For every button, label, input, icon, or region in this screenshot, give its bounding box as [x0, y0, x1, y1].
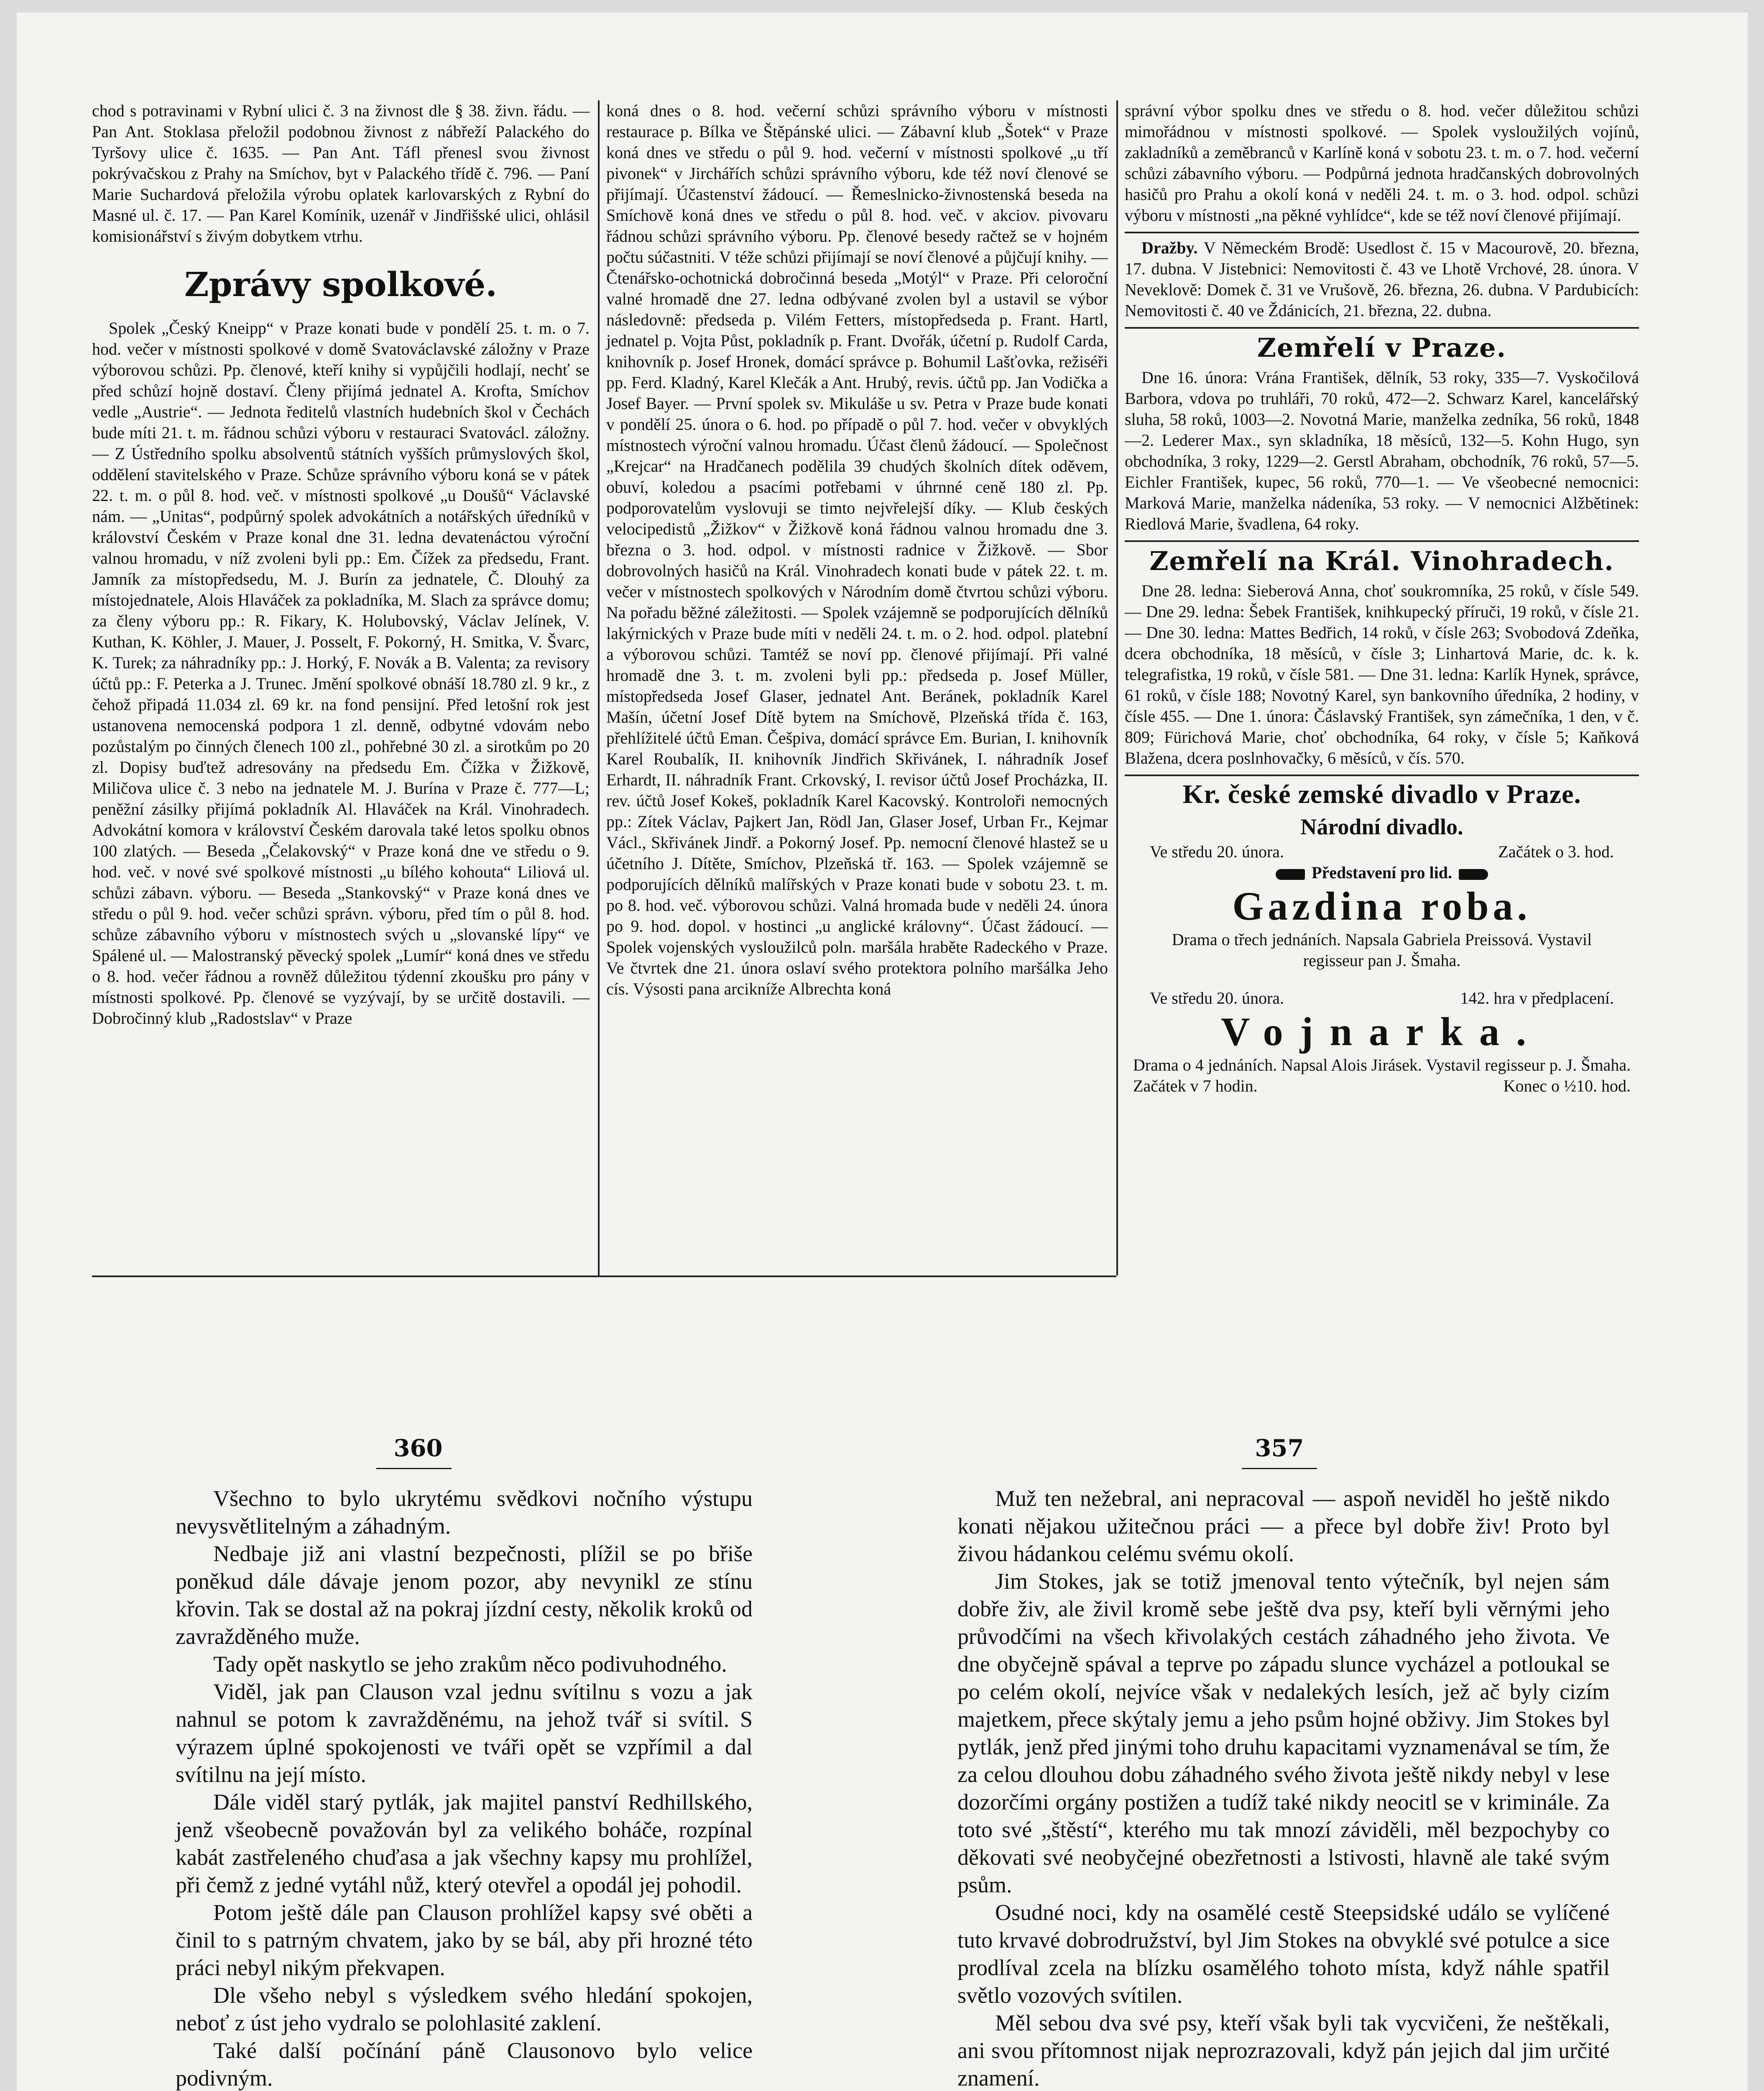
theatre-listing	[1125, 776, 1639, 1097]
deaths-vinohrady-heading: Zemřelí na Král. Vinohradech.	[1149, 546, 1614, 576]
right-paragraph: Muž ten nežebral, ani nepracoval — aspoň neviděl ho ještě nikdo konati nějakou užitečnou práci — a přece byl dobře živ! Proto byl živou hádankou celému svému okolí.	[957, 1486, 1610, 1566]
left-page-number: 360	[393, 1434, 443, 1462]
rule-zemreli-vino	[1125, 540, 1639, 542]
auctions-paragraph	[1125, 238, 1639, 321]
column-divider-2	[1116, 100, 1118, 1276]
left-page-number-rule	[376, 1468, 452, 1469]
left-paragraph: Dle všeho nebyl s výsledkem svého hledání spokojen, neboť z úst jeho vydralo se polohlasité zaklení.	[176, 1983, 753, 2035]
left-novel-page	[176, 1485, 753, 2091]
show2-start: Začátek v 7 hodin.	[1133, 1076, 1258, 1095]
club-news-2: koná dnes o 8. hod. večerní schůzi správního výboru v místnosti restaurace p. Bílka ve Štěpánské ulici. — Zábavní klub „Šotek“ v Praze koná dnes ve středu o půl 9. hod. večerní v místnosti spolkové „u tří pivonek“ v Jirchářích schůzi správního výboru, kde též noví členové se přijímají. Účastenství žádoucí. — Řemeslnicko-živnostenská beseda na Smíchově koná dnes ve středu o půl 8. hod. več. v akciov. pivovaru řádnou schůzi správního výboru. Pp. členové besedy račtež se v hojném počtu súčastniti. V téže schůzi přijímají se noví členové a půjčují knihy. — Čtenářsko-ochotnická dobročinná beseda „Motýl“ v Praze. Při celoroční valné hromadě dne 27. ledna odbývané zvolen byl a ustavil se výbor následovně: předseda p. Vilém Fetters, místopředseda p. Frant. Hartl, jednatel p. Vojta Půst, pokladník p. Frant. Dvořák, účetní p. Rudolf Carda, knihovník p. Josef Hronek, domácí správce p. Bohumil Lašťovka, režiséři pp. Ferd. Kladný, Karel Klečák a Ant. Hrubý, revis. účtů pp. Jan Vodička a Josef Bayer. — První spolek sv. Mikuláše u sv. Petra v Praze bude konati v pondělí 25. února o 6. hod. po případě o půl 7. hod. večer v obvyklých místnostech výroční valnou hromadu. Účast členů žádoucí. — Společnost „Krejcar“ na Hradčanech podělila 39 chudých školních dítek oděvem, obuví, koledou a psacími potřebami v úhrnné ceně 180 zl. Pp. podporovatelům vyslovuji se timto nejvřelejší díky. — Klub českých velocipedistů „Žižkov“ v Žižkově koná řádnou valnou hromadu dne 3. března o 3. hod. odpol. v místnosti radnice v Žižkově. — Sbor dobrovolných hasičů na Král. Vinohradech konati bude v pátek 22. t. m. večer v místnostech spolkových v Národním domě čtvrtou schůzi výboru. Na pořadu běžné záležitosti. — Spolek vzájemně se podporujících dělníků lakýrnických v Praze bude míti v neděli 24. t. m. o 2. hod. odpol. platební a výborovou schůzi. Tamtéž se noví pp. členové přijímají. Při valné hromadě dne 3. t. m. zvoleni byli pp.: předseda p. Josef Müller, místopředseda Josef Glaser, jednatel Ant. Beránek, pokladník Karel Mašín, účetní Josef Dítě bytem na Smíchově, Plzeňská třída č. 163, přehlížitelé účtů Eman. Češpiva, domácí správce Em. Burian, I. knihovník Karel Roubalík, II. knihovník Jindřich Skřivánek, I. náhradník Josef Erhardt, II. náhradník Frant. Crkovský, I. revisor účtů Josef Procházka, II. rev. účtů Josef Kokeš, pokladník Karel Kacovský. Kontroloři nemocných pp.: Zítek Václav, Pajkert Jan, Rödl Jan, Glaser Josef, Urban Fr., Kejmar Václ., Skřivánek Jindř. a Pokorný Josef. Pp. nemocní členové hlastež se u účetního J. Dítěte, Smíchov, Plzeňská tř. 163. — Spolek vzájemně se podporujících dělníků malířských v Praze konati bude v sobotu 23. t. m. po 8. hod. več. výborovou schůzi. Valná hromada bude v neděli 24. února po 9. hod. dopol. v hostinci „u anglické královny“. Účast žádoucí. — Spolek vojenských vysloužilců poln. maršála hraběte Radeckého v Praze. Ve čtvrtek dne 21. února oslaví svého protektora polního maršálka Jeho cís. Výsosti pana arcikníže Albrechta koná	[606, 101, 1108, 998]
show2-subscription: 142. hra v předplacení.	[1460, 989, 1614, 1007]
column-2	[606, 100, 1108, 999]
left-paragraph: Viděl, jak pan Clauson vzal jednu svítilnu s vozu a jak nahnul se potom k zavražděnému, na jehož tvář si svítil. S výrazem úplné spokojenosti ve tváři opět se vzpřímil a dal svítilnu na její místo.	[176, 1679, 753, 1787]
club-news-1: Spolek „Český Kneipp“ v Praze konati bude v pondělí 25. t. m. o 7. hod. večer v místnosti spolkové v domě Svatováclavské záložny v Praze výborovou schůzi. Pp. členové, kteří knihy si vypůjčili hodlají, nechť se před schůzí hojně dostaví. Členy přijímá jednatel A. Krofta, Smíchov vedle „Austrie“. — Jednota ředitelů vlastních hudebních škol v Čechách bude míti 21. t. m. řádnou schůzi výboru v restauraci Svatovácl. záložny. — Z Ústředního spolku absolventů státních vyšších průmyslových škol, oddělení stavitelského v Praze. Schůze správního výboru koná se v pátek 22. t. m. o půl 8. hod. več. v místnosti spolkové „u Doušů“ Václavské nám. — „Unitas“, podpůrný spolek advokátních a notářských úředníků v království Českém v Praze konal dne 31. ledna devatenáctou výroční valnou hromadu, v níž zvoleni byli pp.: Em. Čížek za předsedu, Frant. Jamník za místopředsedu, M. J. Burín za jednatele, Č. Dlouhý za místojednatele, Alois Hlaváček za pokladníka, M. Slach za správce domu; za členy výboru pp.: R. Fikary, K. Holubovský, Václav Jelínek, V. Kuthan, K. Köhler, J. Mauer, J. Posselt, F. Pokorný, H. Smitka, V. Švarc, K. Turek; za náhradníky pp.: J. Horký, F. Novák a B. Valenta; za revisory účtů pp.: F. Peterka a J. Trunec. Jmění spolkové obnáší 18.780 zl. 9 kr., z čehož připadá 11.034 zl. 69 kr. na fond pensijní. Před letošní rok jest ustanovena nemocenská podpora 1 zl. denně, odbytné vdovám nebo pozůstalým po činných členech 100 zl., pohřebné 30 zl. a sirotkům po 20 zl. Dopisy buďtež adresovány na předsedu Em. Čížka v Žižkově, Miličova ulice č. 3 nebo na jednatele M. J. Burína v Praze č. 777—L; peněžní zásilky přijímá pokladník Al. Hlaváček na Král. Vinohradech. Advokátní komora v království Českém darovala také letos spolku obnos 100 zlatých. — Beseda „Čelakovský“ v Praze koná dne ve středu o 9. hod. več. v nové své spolkové místnosti „u bílého kohouta“ Liliová ul. schůzi zábavn. výboru. — Beseda „Stankovský“ v Praze koná dnes ve středu o půl 9. hod. večer schůzi správn. výboru, před tím o půl 8. hod. schůze zábavního výboru v místnostech svých u „slovanské lípy“ ve Spálené ul. — Malostranský pěvecký spolek „Lumír“ koná dnes ve středu o 8. hod. večer řádnou a rovněž důležitou týdenní zkoušku pro pány v místnosti spolkové. Pp. členové se vyzývají, by se určitě dostavili. — Dobročinný klub „Radostslav“ v Praze	[92, 319, 590, 1028]
show1-note: Představení pro lid.	[1312, 863, 1452, 882]
column-3	[1125, 100, 1639, 1097]
show1-start: Začátek o 3. hod.	[1498, 842, 1614, 861]
left-paragraph: Také další počínání páně Clausonovo bylo velice podivným.	[176, 2038, 753, 2091]
rule-theatre	[1125, 775, 1639, 776]
auctions-title: Dražby.	[1141, 238, 1198, 257]
auctions-text: V Německém Brodě: Usedlost č. 15 v Macourově, 20. března, 17. dubna. V Jistebnici: Nemovitosti č. 43 ve Lhotě Vrchové, 28. února. V Neveklově: Domek č. 31 ve Vrušově, 26. března, 26. dubna. V Pardubicích: Nemovitosti č. 40 ve Ždánicích, 21. března, 22. dubna.	[1125, 238, 1639, 320]
show2-title: Vojnarka.	[1221, 1009, 1543, 1054]
left-paragraph: Tady opět naskytlo se jeho zrakům něco podivuhodného.	[213, 1651, 727, 1677]
show2-description: Drama o 4 jednáních. Napsal Alois Jirásek. Vystavil regisseur p. J. Šmaha.	[1133, 1056, 1631, 1074]
deaths-prague-heading: Zemřelí v Praze.	[1257, 332, 1507, 363]
show2-times	[1125, 1076, 1639, 1097]
column-divider-1	[598, 100, 600, 1276]
show2-end: Konec o ½10. hod.	[1503, 1076, 1631, 1095]
theatre-title: Kr. české zemské divadlo v Praze.	[1182, 779, 1581, 809]
top-section-bottom-rule	[92, 1276, 1116, 1277]
show2-timing	[1125, 988, 1639, 1009]
right-page-number: 357	[1255, 1434, 1304, 1462]
deaths-prague-text: Dne 16. února: Vrána František, dělník, 53 roky, 335—7. Vyskočilová Barbora, vdova po truhláři, 70 roků, 472—2. Schwarz Karel, kancelářský sluha, 58 roků, 1003—2. Novotná Marie, manželka zedníka, 56 roků, 1848—2. Lederer Max., syn skladníka, 18 měsíců, 132—5. Kohn Hugo, syn obchodníka, 3 roky, 1229—2. Gerstl Abraham, obchodník, 76 roků, 57—5. Eichler František, kupec, 56 roků, 770—1. — Ve všeobecné nemocnici: Marková Marie, manželka nádeníka, 53 roky. — V nemocnici Alžbětinek: Riedlová Marie, švadlena, 64 roky.	[1125, 368, 1639, 533]
newspaper-page	[17, 13, 1748, 2091]
theatre-subtitle: Národní divadlo.	[1300, 814, 1463, 839]
right-paragraph: Jim Stokes, jak se totiž jmenoval tento výtečník, byl nejen sám dobře živ, ale živil kromě sebe ještě dva psy, kteří byli věrnými jeho průvodčími na všech křivolakých cestách záhadného jeho života. Ve dne obyčejně spával a teprve po západu slunce vycházel a potloukal se po celém okolí, nejvíce však v nedalekých lesích, jež ač byly cizím majetkem, přece skýtaly jemu a jeho psům hojné obživy. Jim Stokes byl pytlák, jenž před jinými toho druhu kapacitami vyznamenával se tím, že za celou dlouhou dobu záhadného svého života ještě nikdy nebyl v lese dozorčími orgány postižen a tudíž také nikdy neocitl se v kriminále. Za toto své „štěstí“, kterého mu tak mnozí záviděli, měl bezpochyby co děkovati své neobyčejné obezřetnosti a lstivosti, hlavně ale také svým psům.	[957, 1569, 1610, 1897]
column-1	[92, 100, 590, 1029]
right-paragraph: Měl sebou dva své psy, kteří však byli tak vycvičeni, že neštěkali, ani svou přítomnost nijak neprozrazovali, když pán jejich dal jim určité znamení.	[957, 2010, 1610, 2091]
left-paragraph: Potom ještě dále pan Clauson prohlížel kapsy své oběti a činil to s patrným chvatem, jako by se bál, aby při hrozné této práci nebyl nikým překvapen.	[176, 1900, 753, 1980]
show1-note-line	[1125, 862, 1639, 883]
right-page-number-rule	[1242, 1468, 1317, 1469]
pointing-hand-icon	[1276, 869, 1305, 880]
show2-day: Ve středu 20. února.	[1150, 989, 1284, 1007]
left-paragraph: Dále viděl starý pytlák, jak majitel panství Redhillského, jenž všeobecně považován byl za velikého boháče, rozpínal kabát zastřeleného chuďasa a jak všechny kapsy mu prohlížel, při čemž z jedné vytáhl nůž, který otevřel a opodál jej pohodil.	[176, 1789, 753, 1897]
rule-drazby	[1125, 232, 1639, 233]
rule-zemreli-praha	[1125, 327, 1639, 329]
show1-day: Ve středu 20. února.	[1150, 842, 1284, 861]
show1-description: Drama o třech jednáních. Napsala Gabriela Preissová. Vystavil regisseur pan J. Šmaha.	[1172, 930, 1592, 970]
trade-notices: chod s potravinami v Rybní ulici č. 3 na živnost dle § 38. živn. řádu. — Pan Ant. Stoklasa přeložil podobnou živnost z nábřeží Palackého do Tyršovy ulice č. 1635. — Pan Ant. Táfl přenesl svou živnost pokrývačskou z Prahy na Smíchov, byt v Palackého třídě č. 796. — Paní Marie Suchardová přeložila výrobu oplatek karlovarských z Rybní do Masné ul. č. 17. — Pan Karel Komínik, uzenář v Jindřišské ulici, ohlásil komisionářství s živým dobytkem vtrhu.	[92, 101, 590, 245]
right-paragraph: Osudné noci, kdy na osamělé cestě Steepsidské událo se vylíčené tuto krvavé dobrodružství, byl Jim Stokes na obvyklé své potulce a sice prodlíval zcela na blízku osamělého tohoto místa, když náhle spatřil světlo vozových svítilen.	[957, 1900, 1610, 2008]
left-paragraph: Nedbaje již ani vlastní bezpečnosti, plížil se po břiše poněkud dále dávaje jenom pozor, aby nevynikl ze stínu křovin. Tak se dostal až na pokraj jízdní cesty, několik kroků od zavražděného muže.	[176, 1541, 753, 1649]
club-news-3: správní výbor spolku dnes ve středu o 8. hod. večer důležitou schůzi mimořádnou v místnosti spolkové. — Spolek vysloužilých vojínů, zakladníků a zeměbranců v Karlíně koná v sobotu 23. t. m. o 7. hod. večerní schůzi zábavního výboru. — Podpůrná jednota hradčanských dobrovolných hasičů pro Prahu a okolí koná v neděli 24. t. m. o 3. hod. odpol. schůzi výboru v místnosti „na pěkné vyhlídce“, kde se též noví členové přijímají.	[1125, 101, 1639, 225]
deaths-vinohrady-text: Dne 28. ledna: Sieberová Anna, choť soukromníka, 25 roků, v čísle 549. — Dne 29. ledna: Šebek František, knihkupecký příruči, 19 roků, v čísle 21. — Dne 30. ledna: Mattes Bedřich, 14 roků, v čísle 263; Svobodová Zdeňka, dcera obchodníka, 18 měsíců, v čísle 3; Linhartová Marie, dc. k. k. telegrafistka, 19 roků, v čísle 581. — Dne 31. ledna: Karlík Hynek, správce, 61 roků, v čísle 188; Novotný Karel, syn bankovního úředníka, 2 hodiny, v čísle 455. — Dne 1. února: Čáslavský František, syn zámečníka, 1 den, v č. 809; Fürichová Marie, choť obchodníka, 64 roky, v čísle 5; Kaňková Blažena, dcera poslnhovačky, 6 měsíců, v čís. 570.	[1125, 581, 1639, 767]
show1-title: Gazdina roba.	[1232, 884, 1532, 928]
show1-timing	[1125, 841, 1639, 862]
right-novel-page	[957, 1485, 1610, 2091]
left-paragraph: Všechno to bylo ukrytému svědkovi nočního výstupu nevysvětlitelným a záhadným.	[176, 1486, 753, 1539]
pointing-hand-icon-right	[1459, 869, 1488, 880]
section-heading-spolkove: Zprávy spolkové.	[184, 265, 497, 304]
